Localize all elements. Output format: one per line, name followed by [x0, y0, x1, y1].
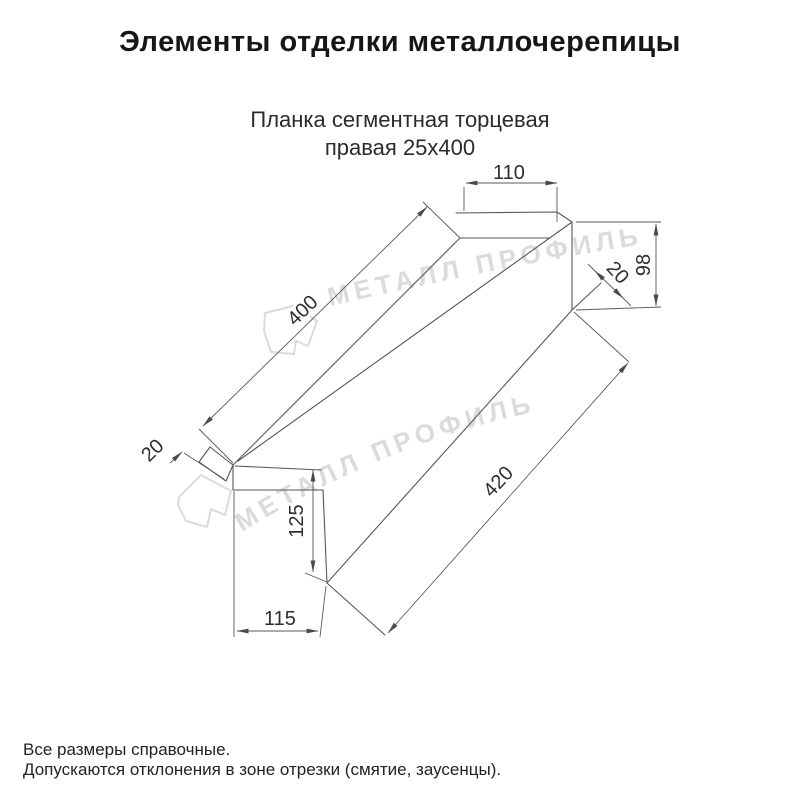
footer-note-line1: Все размеры справочные.: [23, 740, 231, 759]
dim-label-end-hem: 20: [601, 257, 634, 289]
dim-label-left-hem: 20: [137, 435, 169, 467]
dim-label-end-height: 98: [633, 253, 655, 277]
part-name-line2: правая 25х400: [324, 135, 476, 160]
brand-watermark-text: МЕТАЛЛ ПРОФИЛЬ: [229, 388, 538, 538]
brand-logo-watermark: [178, 475, 231, 527]
dim-label-top-length: 400: [283, 291, 323, 331]
footer-notes: [23, 740, 763, 780]
dim-label-bottom-length: 420: [479, 462, 519, 502]
footer-note-line2: Допускаются отклонения в зоне отрезки (смятие, заусенцы).: [23, 760, 502, 779]
dim-label-top-width: 110: [493, 162, 525, 184]
dim-label-left-height: 125: [286, 504, 308, 538]
part-name-line1: Планка сегментная торцевая: [250, 107, 550, 132]
dim-label-bottom-width: 115: [264, 608, 296, 630]
page-title: Элементы отделки металлочерепицы: [119, 26, 681, 58]
brand-watermark-text: МЕТАЛЛ ПРОФИЛЬ: [324, 220, 645, 312]
